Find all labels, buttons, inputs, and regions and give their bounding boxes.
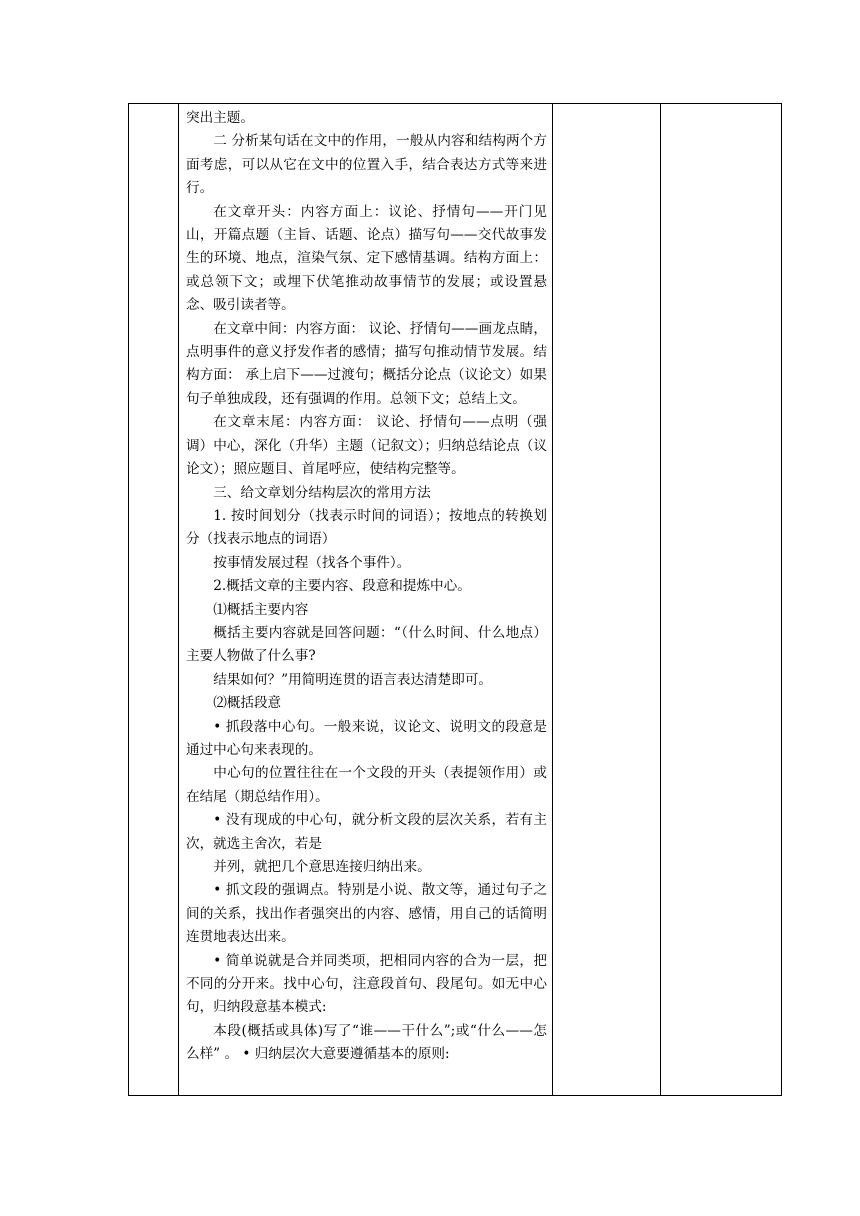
sub-heading: ⑴概括主要内容 (213, 601, 309, 618)
section-heading: 三、给文章划分结构层次的常用方法 (213, 484, 431, 501)
paragraph: 1. 按时间划分（找表示时间的词语）；按地点的转换划分（找表示地点的词语） (186, 507, 547, 548)
bullet-paragraph: • 简单说就是合并同类项，把相同内容的合为一层，把不同的分开来。找中心句，注意段首句、段尾句。如无中心句，归纳段意基本模式: (186, 952, 547, 1016)
paragraph: 在文章中间：内容方面： 议论、抒情句——画龙点睛，点明事件的意义抒发作者的感情；描写句推动情节发展。结构方面： 承上启下——过渡句；概括分论点（议论文）如果句子单独成段，还有强调的作用。总领下文；总结上文。 (186, 320, 547, 407)
content-cell (179, 104, 552, 1067)
paragraph: 中心句的位置往往在一个文段的开头（表提领作用）或在结尾（期总结作用）。 (186, 765, 547, 805)
lesson-table (128, 103, 782, 1096)
sub-heading: ⑵概括段意 (213, 695, 282, 712)
bullet-paragraph: • 抓段落中心句。一般来说，议论文、说明文的段意是通过中心句来表现的。 (186, 718, 547, 758)
paragraph: 在文章开头：内容方面上：议论、抒情句——开门见山，开篇点题（主旨、话题、论点）描写句——交代故事发生的环境、地点，渲染气氛、定下感情基调。结构方面上：或总领下文；或埋下伏笔推动故事情节的发展；或设置悬念、吸引读者等。 (186, 203, 547, 314)
paragraph: 在文章末尾：内容方面： 议论、抒情句——点明（强调）中心，深化（升华）主题（记叙文）；归纳总结论点（议论文）；照应题目、首尾呼应，使结构完整等。 (186, 414, 547, 478)
paragraph: 并列，就把几个意思连接归纳出来。 (213, 859, 431, 875)
bullet-paragraph: • 没有现成的中心句，就分析文段的层次关系，若有主次，就选主舍次，若是 (186, 812, 547, 852)
paragraph: 按事情发展过程（找各个事件）。 (213, 554, 411, 571)
paragraph: 本段(概括或具体)写了“谁——干什么”;或“什么——怎么样” 。 • 归纳层次大意要遵循基本的原则: (186, 1022, 547, 1063)
column-divider-3 (660, 104, 661, 1095)
paragraph: 概括主要内容就是回答问题：“（什么时间、什么地点）主要人物做了什么事? (186, 624, 547, 665)
paragraph: 2.概括文章的主要内容、段意和提炼中心。 (213, 578, 471, 595)
paragraph: 结果如何？”用简明连贯的语言表达清楚即可。 (213, 671, 493, 688)
paragraph: 突出主题。 (186, 110, 254, 126)
paragraph: 二 分析某句话在文中的作用，一般从内容和结构两个方面考虑，可以从它在文中的位置入手，结合表达方式等来进行。 (186, 133, 547, 197)
bullet-paragraph: • 抓文段的强调点。特别是小说、散文等，通过句子之间的关系，找出作者强突出的内容、感情，用自己的话简明连贯地表达出来。 (186, 882, 547, 946)
column-divider-2 (552, 104, 553, 1095)
